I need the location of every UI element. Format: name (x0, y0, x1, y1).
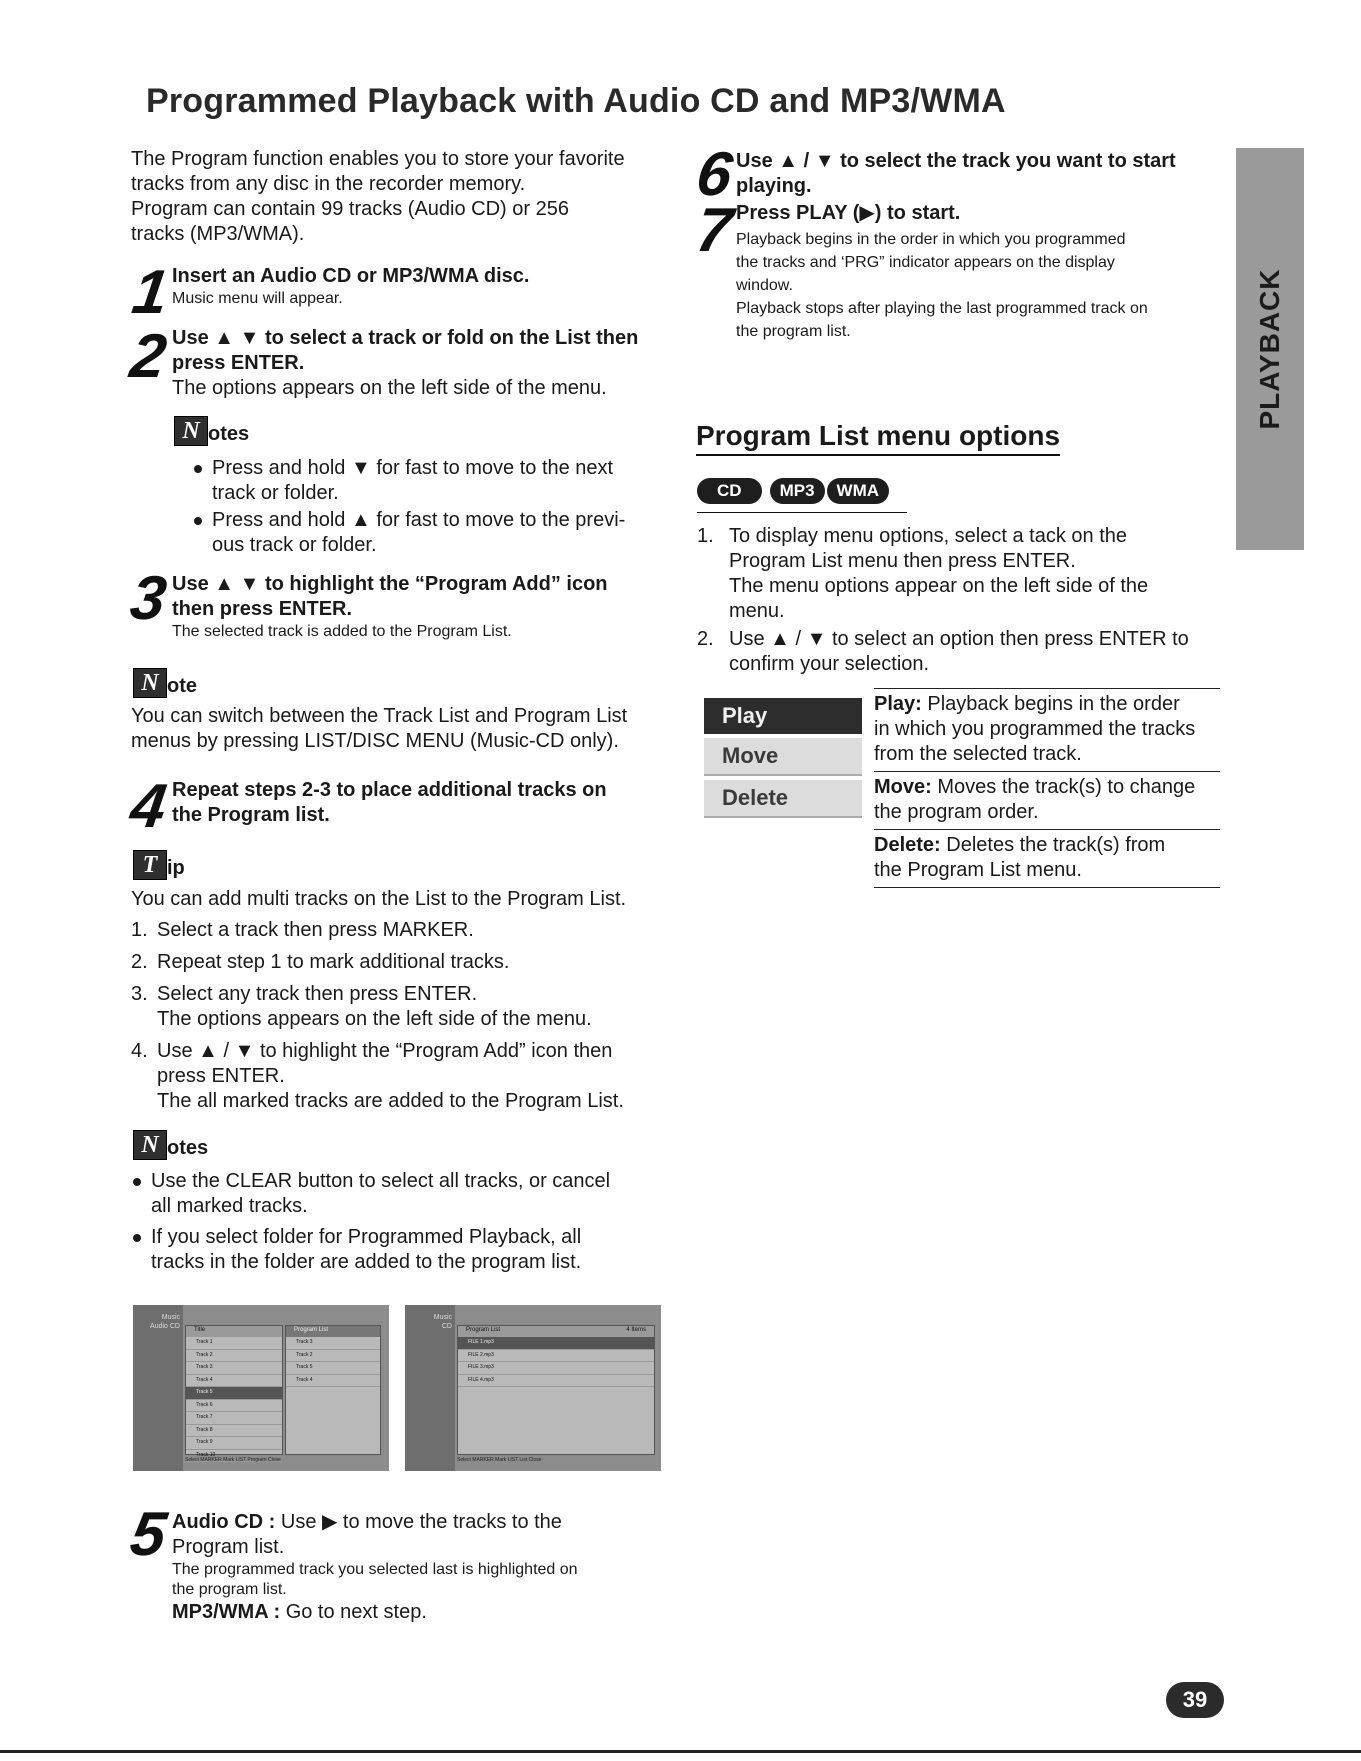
step-heading: Insert an Audio CD or MP3/WMA disc. (172, 265, 530, 287)
step-sub-line: Playback begins in the order in which you programmed (736, 231, 1126, 248)
screen-row: Track 2 (286, 1350, 380, 1363)
notes-label: otes (208, 423, 250, 445)
tip-icon: T (133, 850, 167, 880)
notes-list (131, 1169, 691, 1275)
screen-row: Track 4 (186, 1375, 282, 1388)
intro-line: tracks from any disc in the recorder memory. (131, 173, 526, 195)
section-steps (697, 524, 1227, 677)
tip-intro: You can add multi tracks on the List to the Program List. (131, 888, 627, 910)
note-label: ote (167, 675, 197, 697)
step-text: To display menu options, select a tack on the (729, 525, 1128, 547)
tip-text: Repeat step 1 to mark additional tracks. (157, 951, 510, 973)
option-move (874, 771, 1220, 829)
option-desc: from the selected track. (874, 743, 1082, 765)
step-line (172, 1600, 692, 1625)
menu-play[interactable]: Play (704, 698, 862, 734)
badge-mp3: MP3 (770, 478, 825, 504)
options-menu (704, 698, 862, 822)
step-sub (736, 228, 1226, 343)
tip-num: 2. (131, 951, 148, 973)
screen-file-rows (458, 1337, 654, 1387)
step-heading: Use ▲ ▼ to highlight the “Program Add” icon (172, 573, 608, 595)
screen-row: Track 3 (286, 1337, 380, 1350)
note-line: tracks in the folder are added to the program list. (151, 1251, 582, 1273)
step-1 (172, 264, 672, 309)
screen-row: Track 3 (186, 1362, 282, 1375)
note-line: all marked tracks. (151, 1195, 308, 1217)
step-number: 4 (126, 772, 171, 841)
screen-track-rows (186, 1337, 282, 1462)
step-text: The menu options appear on the left side of the (729, 575, 1149, 597)
screen-col-title: Program List (286, 1326, 380, 1337)
screen-row: FILE 4.mp3 (458, 1375, 654, 1388)
disc-badges (697, 478, 907, 513)
tip-body (131, 887, 691, 1114)
tip-item (131, 1039, 691, 1114)
tip-text: Select a track then press MARKER. (157, 919, 474, 941)
screen-item-count: 4 Items (626, 1327, 646, 1333)
note-item (131, 1169, 691, 1219)
step-heading: the Program list. (172, 804, 330, 826)
intro (131, 147, 671, 247)
option-desc: in which you programmed the tracks (874, 718, 1196, 740)
option-desc: Moves the track(s) to change (931, 776, 1196, 798)
screen-row: Track 6 (186, 1400, 282, 1413)
step-heading: then press ENTER. (172, 598, 353, 620)
note-line: Press and hold ▲ for fast to move to the previ- (212, 509, 626, 531)
menu-delete[interactable]: Delete (704, 780, 862, 818)
tip-num: 4. (131, 1040, 148, 1062)
notes-list (192, 456, 672, 558)
tip-item (131, 918, 691, 943)
screenshot-program-list (405, 1305, 661, 1471)
screen-side-text: Music (433, 1314, 452, 1321)
tip-text: The options appears on the left side of the menu. (157, 1008, 592, 1030)
step-5 (172, 1510, 692, 1625)
step-heading: Press PLAY (▶) to start. (736, 202, 961, 224)
note-icon: N (174, 416, 208, 446)
step-term: Audio CD : (172, 1511, 276, 1533)
step-heading: Use ▲ / ▼ to select the track you want to start (736, 150, 1176, 172)
screen-col-title: Title (186, 1326, 282, 1337)
intro-line: tracks (MP3/WMA). (131, 223, 305, 245)
step-number: 6 (692, 140, 737, 209)
step-heading: Use ▲ ▼ to select a track or fold on the List then (172, 327, 639, 349)
screenshot-track-list (133, 1305, 389, 1471)
step-text: confirm your selection. (729, 653, 930, 675)
tip-num: 3. (131, 983, 148, 1005)
screen-panel-header (458, 1326, 654, 1337)
tip-item (131, 950, 691, 975)
page-title: Programmed Playback with Audio CD and MP3/WMA (146, 82, 1006, 120)
screen-row: FILE 1.mp3 (458, 1337, 654, 1350)
step-number: 1 (128, 258, 173, 327)
tip-text: Use ▲ / ▼ to highlight the “Program Add” icon then (157, 1040, 613, 1062)
screen-row: Track 1 (186, 1337, 282, 1350)
intro-line: The Program function enables you to store your favorite (131, 148, 625, 170)
note-icon: N (133, 1130, 167, 1160)
side-tab (1236, 148, 1304, 550)
step-4 (172, 778, 692, 828)
note-line: track or folder. (212, 482, 339, 504)
notes-heading (174, 416, 249, 446)
screen-row: Track 5 (186, 1387, 282, 1400)
option-delete (874, 829, 1220, 888)
step-2 (172, 326, 692, 401)
note-line: If you select folder for Programmed Playback, all (151, 1226, 582, 1248)
option-term: Delete: (874, 834, 941, 856)
step-number: 2 (126, 322, 171, 391)
step-number: 3 (126, 564, 171, 633)
step-sub-line: the tracks and ‘PRG” indicator appears on the display (736, 254, 1115, 271)
side-tab-label: PLAYBACK (1254, 268, 1285, 430)
step-sub-line: window. (736, 277, 793, 294)
step-number: 5 (126, 1500, 171, 1569)
screen-row: Track 10 (186, 1450, 282, 1463)
screen-row: FILE 2.mp3 (458, 1350, 654, 1363)
step-text: Program list. (172, 1536, 285, 1558)
note-item (131, 1225, 691, 1275)
screen-program-rows (286, 1337, 380, 1387)
note-item (192, 508, 672, 558)
screen-row: FILE 3.mp3 (458, 1362, 654, 1375)
screen-side-text: CD (441, 1323, 452, 1330)
section-step (697, 627, 1227, 677)
step-line (172, 1510, 692, 1535)
note-line: menus by pressing LIST/DISC MENU (Music-CD only). (131, 730, 619, 752)
step-3 (172, 572, 692, 642)
step-index: 2. (697, 628, 714, 650)
step-text: menu. (729, 600, 785, 622)
section-step (697, 524, 1227, 624)
notes-heading (133, 1130, 208, 1160)
screen-track-column (185, 1325, 283, 1458)
option-desc: Deletes the track(s) from (940, 834, 1166, 856)
step-term: MP3/WMA : (172, 1601, 281, 1623)
note-heading (133, 668, 197, 698)
tip-heading (133, 850, 185, 880)
screen-row: Track 2 (186, 1350, 282, 1363)
note-text (131, 704, 691, 754)
tip-text: press ENTER. (157, 1065, 285, 1087)
step-text: Go to next step. (280, 1601, 427, 1623)
screen-side-text: Music (161, 1314, 180, 1321)
note-icon: N (133, 668, 167, 698)
option-term: Play: (874, 693, 922, 715)
step-heading: playing. (736, 175, 812, 197)
option-desc: the Program List menu. (874, 859, 1082, 881)
screen-footer: Select MARKER Mark LIST List Close (457, 1457, 542, 1463)
step-index: 1. (697, 525, 714, 547)
step-7 (736, 201, 1226, 343)
section-title: Program List menu options (696, 420, 1060, 456)
step-text: Use ▲ / ▼ to select an option then press ENTER to (729, 628, 1189, 650)
screen-row: Track 8 (186, 1425, 282, 1438)
options-table (874, 688, 1220, 888)
tip-item (131, 982, 691, 1032)
option-play (874, 688, 1220, 771)
bottom-rule (0, 1750, 1361, 1753)
screen-footer: Select MARKER Mark LIST Program Close (185, 1457, 281, 1463)
tip-num: 1. (131, 919, 148, 941)
step-heading: press ENTER. (172, 352, 305, 374)
step-text: Program List menu then press ENTER. (729, 550, 1076, 572)
note-item (192, 456, 672, 506)
step-sub: Music menu will appear. (172, 290, 343, 307)
step-sub: The selected track is added to the Program List. (172, 623, 512, 640)
note-line: You can switch between the Track List and Program List (131, 705, 628, 727)
option-desc: Playback begins in the order (921, 693, 1180, 715)
step-sub-line: the program list. (736, 323, 851, 340)
screen-row: Track 9 (186, 1437, 282, 1450)
badge-cd: CD (697, 478, 762, 504)
step-sub-line: Playback stops after playing the last programmed track on (736, 300, 1148, 317)
note-line: Press and hold ▼ for fast to move to the next (212, 457, 614, 479)
screen-row: Track 7 (186, 1412, 282, 1425)
badge-wma: WMA (827, 478, 889, 504)
step-sub: the program list. (172, 1581, 287, 1598)
screen-row: Track 4 (286, 1375, 380, 1388)
screen-program-panel (457, 1325, 655, 1455)
tip-label: ip (167, 857, 185, 879)
step-6 (736, 149, 1226, 199)
option-desc: the program order. (874, 801, 1039, 823)
tip-text: Select any track then press ENTER. (157, 983, 478, 1005)
note-line: Use the CLEAR button to select all tracks, or cancel (151, 1170, 611, 1192)
menu-move[interactable]: Move (704, 738, 862, 776)
step-sub: The options appears on the left side of the menu. (172, 377, 607, 399)
step-sub: The programmed track you selected last is highlighted on (172, 1561, 578, 1578)
screen-program-column (285, 1325, 381, 1455)
screen-row: Track 5 (286, 1362, 380, 1375)
note-line: ous track or folder. (212, 534, 377, 556)
screen-panel-title: Program List (466, 1327, 501, 1333)
screen-side-panel (405, 1305, 455, 1471)
notes-label: otes (167, 1137, 209, 1159)
page-number: 39 (1166, 1682, 1224, 1718)
option-term: Move: (874, 776, 932, 798)
screen-side-panel (133, 1305, 183, 1471)
step-text: Use ▶ to move the tracks to the (275, 1511, 562, 1533)
step-number: 7 (692, 196, 737, 265)
tip-text: The all marked tracks are added to the Program List. (157, 1090, 624, 1112)
screen-side-text: Audio CD (150, 1323, 180, 1330)
step-heading: Repeat steps 2-3 to place additional tracks on (172, 779, 607, 801)
intro-line: Program can contain 99 tracks (Audio CD) or 256 (131, 198, 569, 220)
